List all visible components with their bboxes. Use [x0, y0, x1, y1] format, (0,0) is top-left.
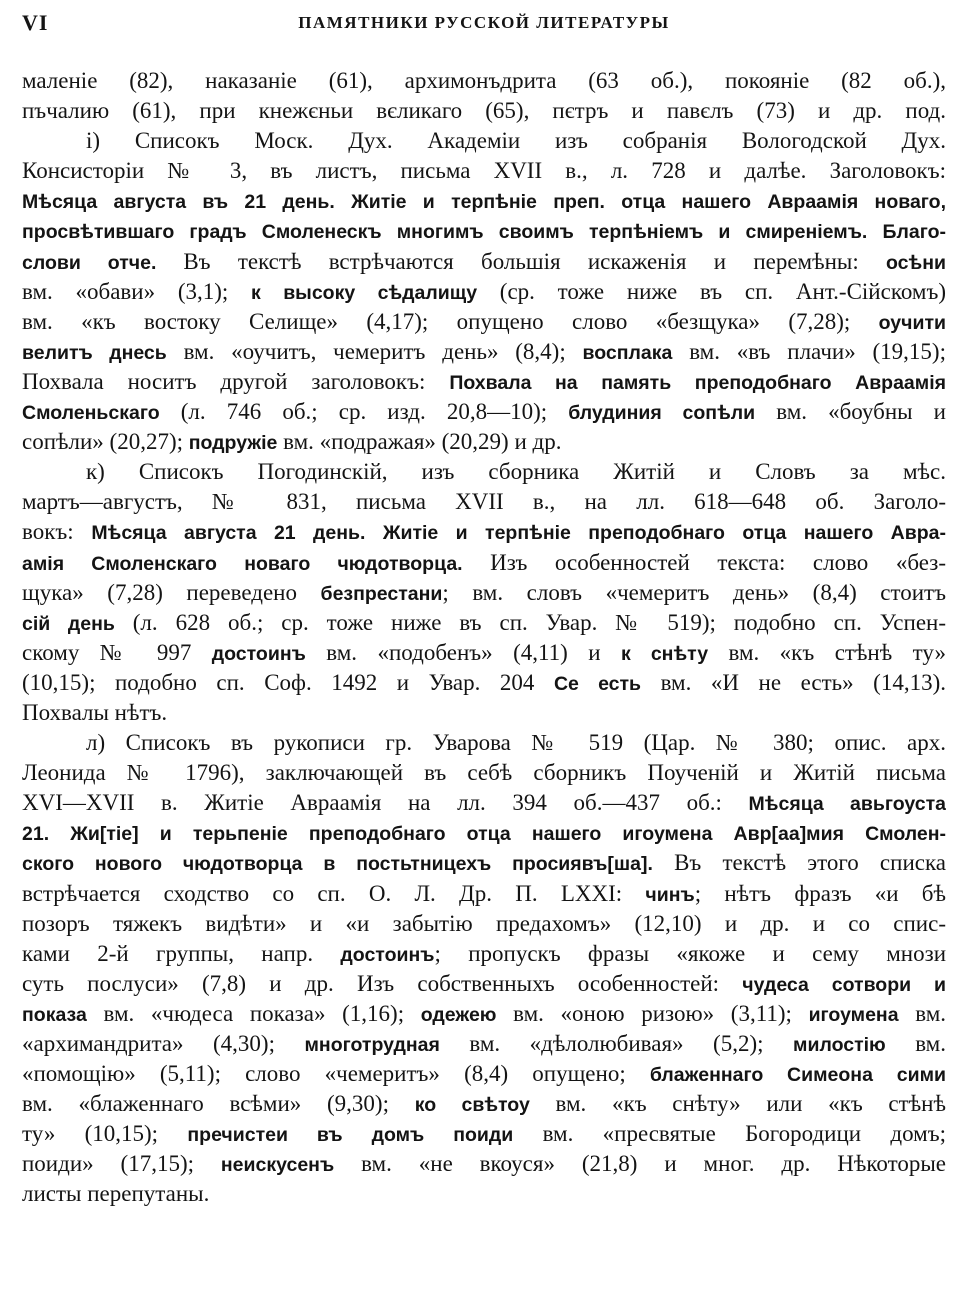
- body-text: вм.: [898, 1000, 946, 1026]
- body-text: вм. «блаженнаго всѣми» (9,30);: [22, 1091, 415, 1117]
- bold-quotation: Мѣсяца авьгоуста: [748, 793, 946, 816]
- body-text: поиди» (17,15);: [22, 1151, 221, 1177]
- body-text: вм. «не вкоуся» (21,8) и мног. др. Нѣкоторые: [334, 1151, 946, 1177]
- bold-quotation: просвѣтившаго градъ Смоленескъ многимъ своимъ терпѣніемъ и смиреніемъ. Благо-: [22, 221, 946, 244]
- book-page: [22, 0, 946, 1308]
- body-text: пъчалию (61), при кнежєньи вєликаго (65), пєтръ и павєлъ (73) и др. под.: [22, 98, 946, 124]
- text-line: [22, 367, 946, 397]
- running-title: ПАМЯТНИКИ РУССКОЙ ЛИТЕРАТУРЫ: [298, 13, 670, 32]
- bold-quotation: показа: [22, 1003, 87, 1026]
- text-line: [22, 1179, 946, 1209]
- body-text: вм. «къ снѣту» или «къ стѣнѣ: [529, 1091, 946, 1117]
- text-line: [22, 66, 946, 96]
- bold-quotation: слови отче.: [22, 251, 184, 274]
- body-text: вм.: [885, 1031, 946, 1056]
- text-line: [22, 848, 946, 878]
- body-text: к) Списокъ Погодинскій, изъ сборника Житій и Словъ за мѣс.: [86, 459, 946, 485]
- bold-quotation: блудиния сопѣли: [568, 402, 756, 425]
- text-line: [22, 517, 946, 547]
- body-text: встрѣчается сходство со сп. О. Л. Др. П. LXXI:: [22, 880, 646, 906]
- text-line: [22, 638, 946, 668]
- text-line: [22, 96, 946, 126]
- text-line: [22, 788, 946, 818]
- body-text: (10,15); подобно сп. Соф. 1492 и Увар. 204: [22, 669, 554, 695]
- text-line: [22, 879, 946, 909]
- bold-quotation: игоумена: [808, 1003, 899, 1026]
- bold-quotation: достоинъ: [211, 642, 306, 665]
- text-line: [22, 939, 946, 969]
- text-line: [22, 728, 946, 758]
- text-body: [22, 66, 946, 1210]
- bold-quotation: достоинъ: [340, 943, 435, 966]
- text-line: [22, 1119, 946, 1149]
- body-text: л) Списокъ въ рукописи гр. Уварова № 519 (Цар. № 380; опис. арх.: [86, 730, 946, 756]
- body-text: XVI—XVII в. Житіе Авраамія на лл. 394 об.—437 об.:: [22, 790, 749, 816]
- bold-quotation: подружіе: [188, 432, 278, 455]
- bold-quotation: к высоку сѣдалищу: [251, 281, 478, 304]
- body-text: (л. 746 об.; ср. изд. 20,8—10);: [159, 399, 569, 425]
- text-line: [22, 216, 946, 246]
- bold-quotation: велитъ днесь: [22, 341, 167, 364]
- body-text: Въ текстѣ этого списка: [652, 850, 946, 876]
- text-line: [22, 487, 946, 517]
- body-text: вм. «чюдеса показа» (1,16);: [86, 1000, 421, 1026]
- bold-quotation: пречистеи въ домъ поиди: [187, 1124, 514, 1147]
- text-line: [22, 578, 946, 608]
- text-line: [22, 818, 946, 848]
- bold-quotation: блаженнаго Симеона сими: [649, 1064, 946, 1087]
- bold-quotation: 21. Жи[тіе] и терьпеніе преподобнаго отца нашего игоумена Авр[аа]мия Смолен-: [22, 823, 946, 846]
- text-line: [22, 307, 946, 337]
- body-text: і) Списокъ Моск. Дух. Академіи изъ собранія Вологодской Дух.: [86, 128, 946, 154]
- body-text: ; пропускъ фразы «якоже и сему мнози: [434, 940, 946, 966]
- text-line: [22, 608, 946, 638]
- text-line: [22, 337, 946, 367]
- body-text: Похвалы нѣтъ.: [22, 699, 168, 725]
- body-text: вм. «обави» (3,1);: [22, 278, 252, 304]
- bold-quotation: сій день: [22, 612, 115, 635]
- text-line: [22, 758, 946, 788]
- body-text: (ср. тоже ниже въ сп. Ант.-Сійскомъ): [477, 278, 946, 304]
- text-line: [22, 427, 946, 457]
- body-text: вм. «дѣлолюбивая» (5,2);: [439, 1031, 794, 1056]
- body-text: маленіе (82), наказаніе (61), архимонъдрита (63 об.), покояніе (82 об.),: [22, 68, 946, 93]
- body-text: вм. «къ востоку Селище» (4,17); опущено слово «безщука» (7,28);: [22, 308, 879, 334]
- bold-quotation: Похвала на память преподобнаго Авраамія: [449, 371, 946, 394]
- text-line: [22, 668, 946, 698]
- text-line: [22, 1029, 946, 1059]
- body-text: Похвала носитъ другой заголовокъ:: [22, 368, 450, 394]
- body-text: вм. «боубны и: [755, 399, 946, 425]
- bold-quotation: восплака: [582, 341, 673, 364]
- bold-quotation: безпрестани: [320, 582, 443, 605]
- text-line: [22, 247, 946, 277]
- body-text: вм. «къ стѣнѣ ту»: [708, 639, 946, 665]
- text-line: [22, 969, 946, 999]
- body-text: ; вм. словъ «чемеритъ день» (8,4) стоитъ: [442, 579, 946, 605]
- body-text: ту» (10,15);: [22, 1121, 188, 1147]
- body-text: Въ текстѣ встрѣчаются большія искаженія и перемѣны:: [183, 248, 887, 274]
- text-line: [22, 126, 946, 156]
- body-text: ; нѣтъ фразъ «и бѣ: [694, 880, 946, 906]
- bold-quotation: Мѣсяца августа 21 день. Житіе и терпѣніе преподобнаго отца нашего Авра-: [91, 522, 946, 545]
- bold-quotation: неискусенъ: [220, 1154, 335, 1177]
- text-line: [22, 397, 946, 427]
- text-line: [22, 1149, 946, 1179]
- page-header: [22, 0, 946, 44]
- body-text: листы перепутаны.: [22, 1181, 210, 1207]
- body-text: суть послуси» (7,8) и др. Изъ собственныхъ особенностей:: [22, 970, 743, 996]
- bold-quotation: ского нового чюдотворца в постьтницехъ просиявъ[ша].: [22, 853, 653, 876]
- body-text: сопѣли» (20,27);: [22, 429, 189, 455]
- text-line: [22, 999, 946, 1029]
- body-text: вм. «подражая» (20,29) и др.: [277, 429, 562, 455]
- page-number: VI: [22, 10, 49, 35]
- text-line: [22, 277, 946, 307]
- body-text: Консисторіи № 3, въ листъ, письма XVII в., л. 728 и далѣе. Заголовокъ:: [22, 158, 946, 184]
- body-text: «помощію» (5,11); слово «чемеритъ» (8,4) опущено;: [22, 1061, 650, 1087]
- text-line: [22, 909, 946, 939]
- bold-quotation: Смоленьскаго: [22, 402, 160, 425]
- bold-quotation: Мѣсяца августа въ 21 день. Житіе и терпѣніе преп. отца нашего Авраамія новаго,: [22, 191, 946, 214]
- body-text: вм. «оною ризою» (3,11);: [496, 1000, 809, 1026]
- body-text: позоръ тяжекъ видѣти» и «и забытію предахомъ» (12,10) и др. и со спис-: [22, 910, 946, 936]
- bold-quotation: ко свѣтоу: [414, 1094, 530, 1117]
- body-text: щука» (7,28) переведено: [22, 579, 321, 605]
- body-text: вм. «подобенъ» (4,11) и: [305, 639, 621, 665]
- body-text: (л. 628 об.; ср. тоже ниже въ сп. Увар. № 519); подобно сп. Успен-: [114, 609, 946, 635]
- bold-quotation: одежею: [420, 1003, 497, 1026]
- body-text: ками 2-й группы, напр.: [22, 940, 341, 966]
- text-line: [22, 156, 946, 186]
- bold-quotation: осѣни: [886, 251, 946, 274]
- text-line: [22, 548, 946, 578]
- bold-quotation: Се есть: [553, 672, 642, 695]
- text-line: [22, 1089, 946, 1119]
- body-text: «архимандрита» (4,30);: [22, 1031, 305, 1056]
- bold-quotation: оучити: [878, 311, 946, 334]
- bold-quotation: чинъ: [645, 883, 695, 906]
- body-text: вм. «оучитъ, чемеритъ день» (8,4);: [166, 338, 583, 364]
- body-text: вм. «въ плачи» (19,15);: [672, 338, 946, 364]
- bold-quotation: многотрудная: [304, 1034, 440, 1056]
- text-line: [22, 457, 946, 487]
- body-text: вокъ:: [22, 519, 92, 545]
- body-text: Изъ особенностей текста: слово «без-: [462, 549, 946, 575]
- body-text: скому № 997: [22, 639, 212, 665]
- body-text: Леонида № 1796), заключающей въ себѣ сборникъ Поученій и Житій письма: [22, 760, 946, 786]
- body-text: вм. «И не есть» (14,13).: [641, 669, 946, 695]
- body-text: мартъ—августъ, № 831, письма XVII в., на лл. 618—648 об. Заголо-: [22, 489, 946, 515]
- body-text: вм. «пресвятые Богородици домъ;: [513, 1121, 946, 1147]
- text-line: [22, 186, 946, 216]
- bold-quotation: чудеса сотвори и: [742, 973, 946, 996]
- bold-quotation: амія Смоленскаго новаго чюдотворца.: [22, 552, 463, 575]
- text-line: [22, 698, 946, 728]
- text-line: [22, 1059, 946, 1089]
- bold-quotation: милостію: [793, 1034, 886, 1056]
- bold-quotation: к снѣту: [620, 642, 709, 665]
